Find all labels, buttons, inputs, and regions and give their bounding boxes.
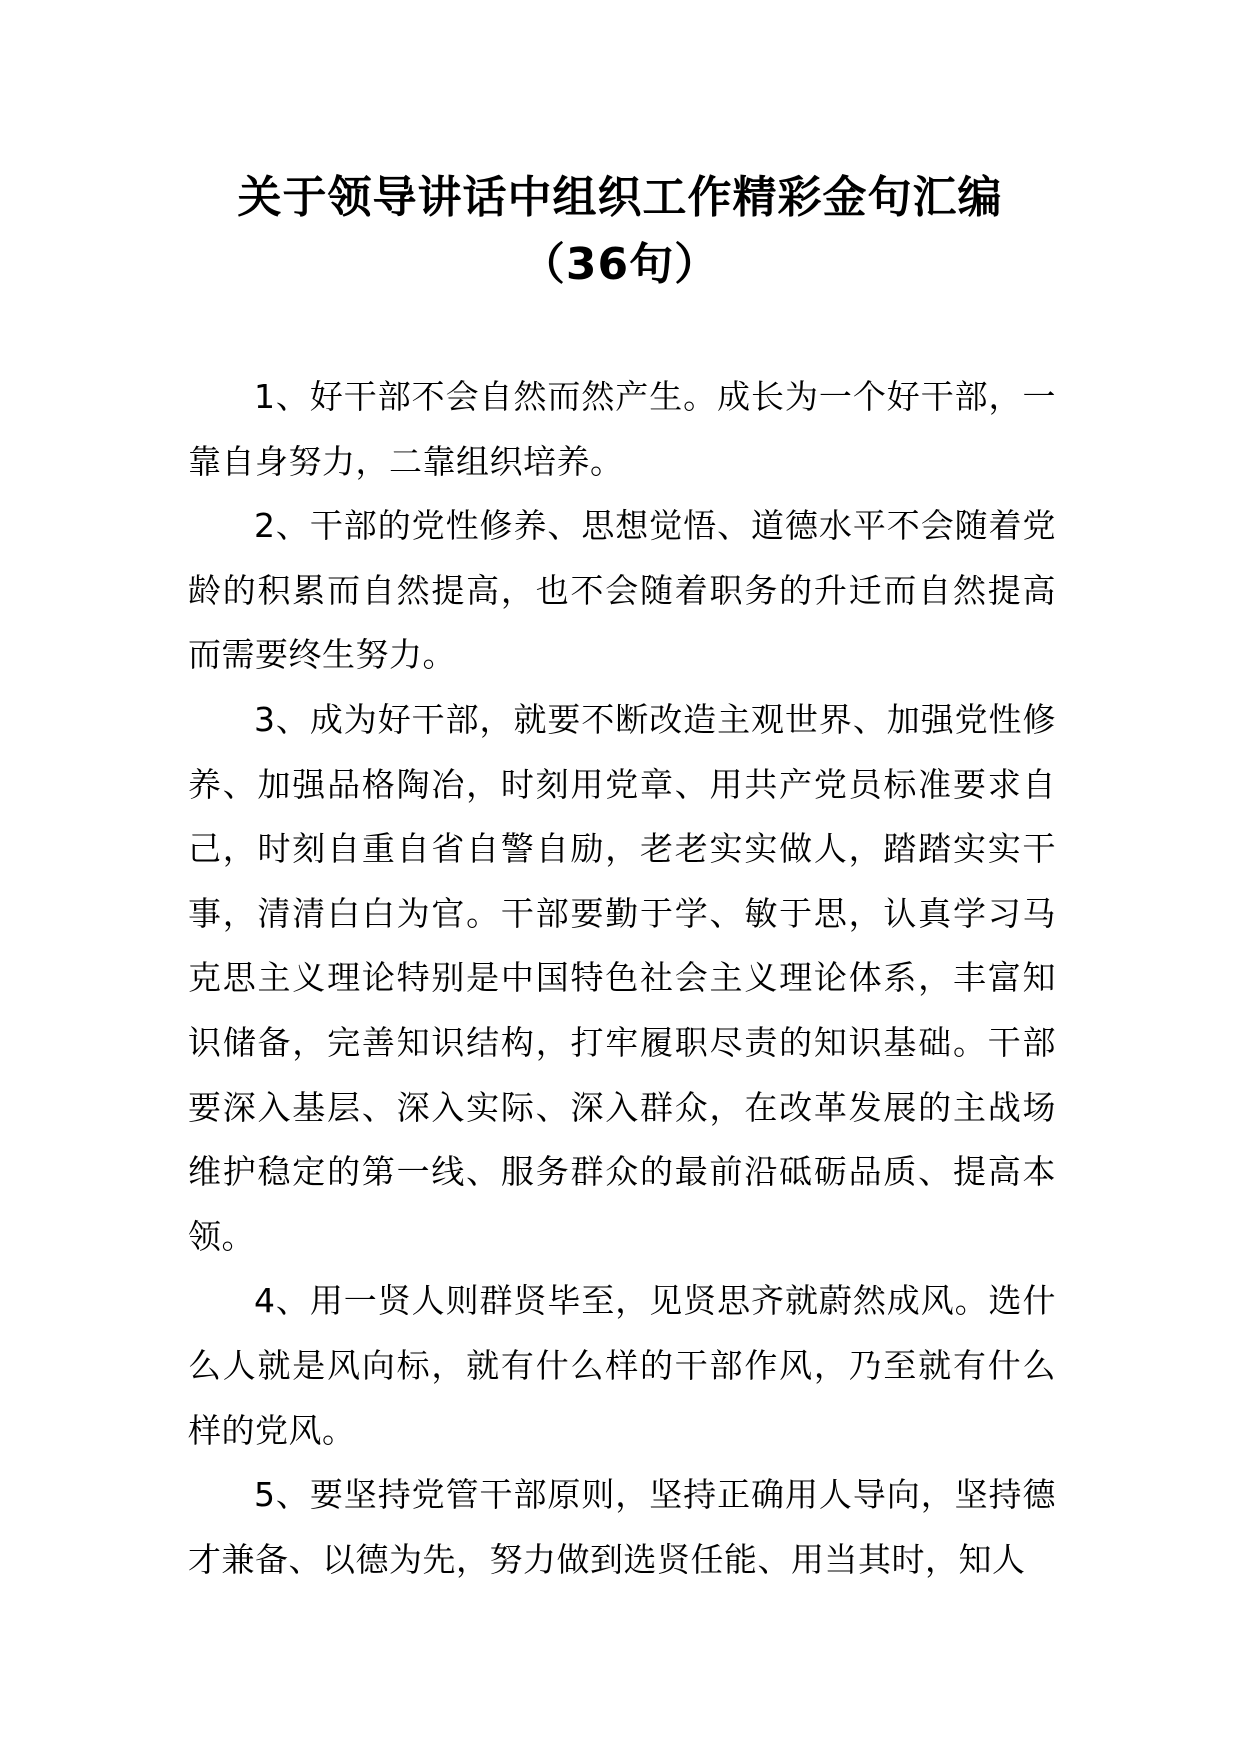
paragraph-4: 4、用一贤人则群贤毕至，见贤思齐就蔚然成风。选什么人就是风向标，就有什么样的干部作风，乃至就有什么样的党风。 bbox=[188, 1281, 1056, 1450]
paragraph-5: 5、要坚持党管干部原则，坚持正确用人导向，坚持德才兼备、以德为先，努力做到选贤任能、用当其时，知人 bbox=[188, 1475, 1056, 1579]
paragraph-1: 1、好干部不会自然而然产生。成长为一个好干部，一靠自身努力，二靠组织培养。 bbox=[188, 377, 1056, 481]
document-title: 关于领导讲话中组织工作精彩金句汇编 bbox=[237, 172, 1003, 223]
paragraph-3: 3、成为好干部，就要不断改造主观世界、加强党性修养、加强品格陶冶，时刻用党章、用共产党员标准要求自己，时刻自重自省自警自励，老老实实做人，踏踏实实干事，清清白白为官。干部要勤于学、敏于思，认真学习马克思主义理论特别是中国特色社会主义理论体系，丰富知识储备，完善知识结构，打牢履职尽责的知识基础。干部要深入基层、深入实际、深入群众，在改革发展的主战场维护稳定的第一线、服务群众的最前沿砥砺品质、提高本领。 bbox=[188, 699, 1056, 1256]
document-body bbox=[188, 365, 1056, 1592]
paragraph-2: 2、干部的党性修养、思想觉悟、道德水平不会随着党龄的积累而自然提高，也不会随着职务的升迁而自然提高而需要终生努力。 bbox=[188, 506, 1056, 675]
document-subtitle: （36句） bbox=[520, 239, 720, 290]
